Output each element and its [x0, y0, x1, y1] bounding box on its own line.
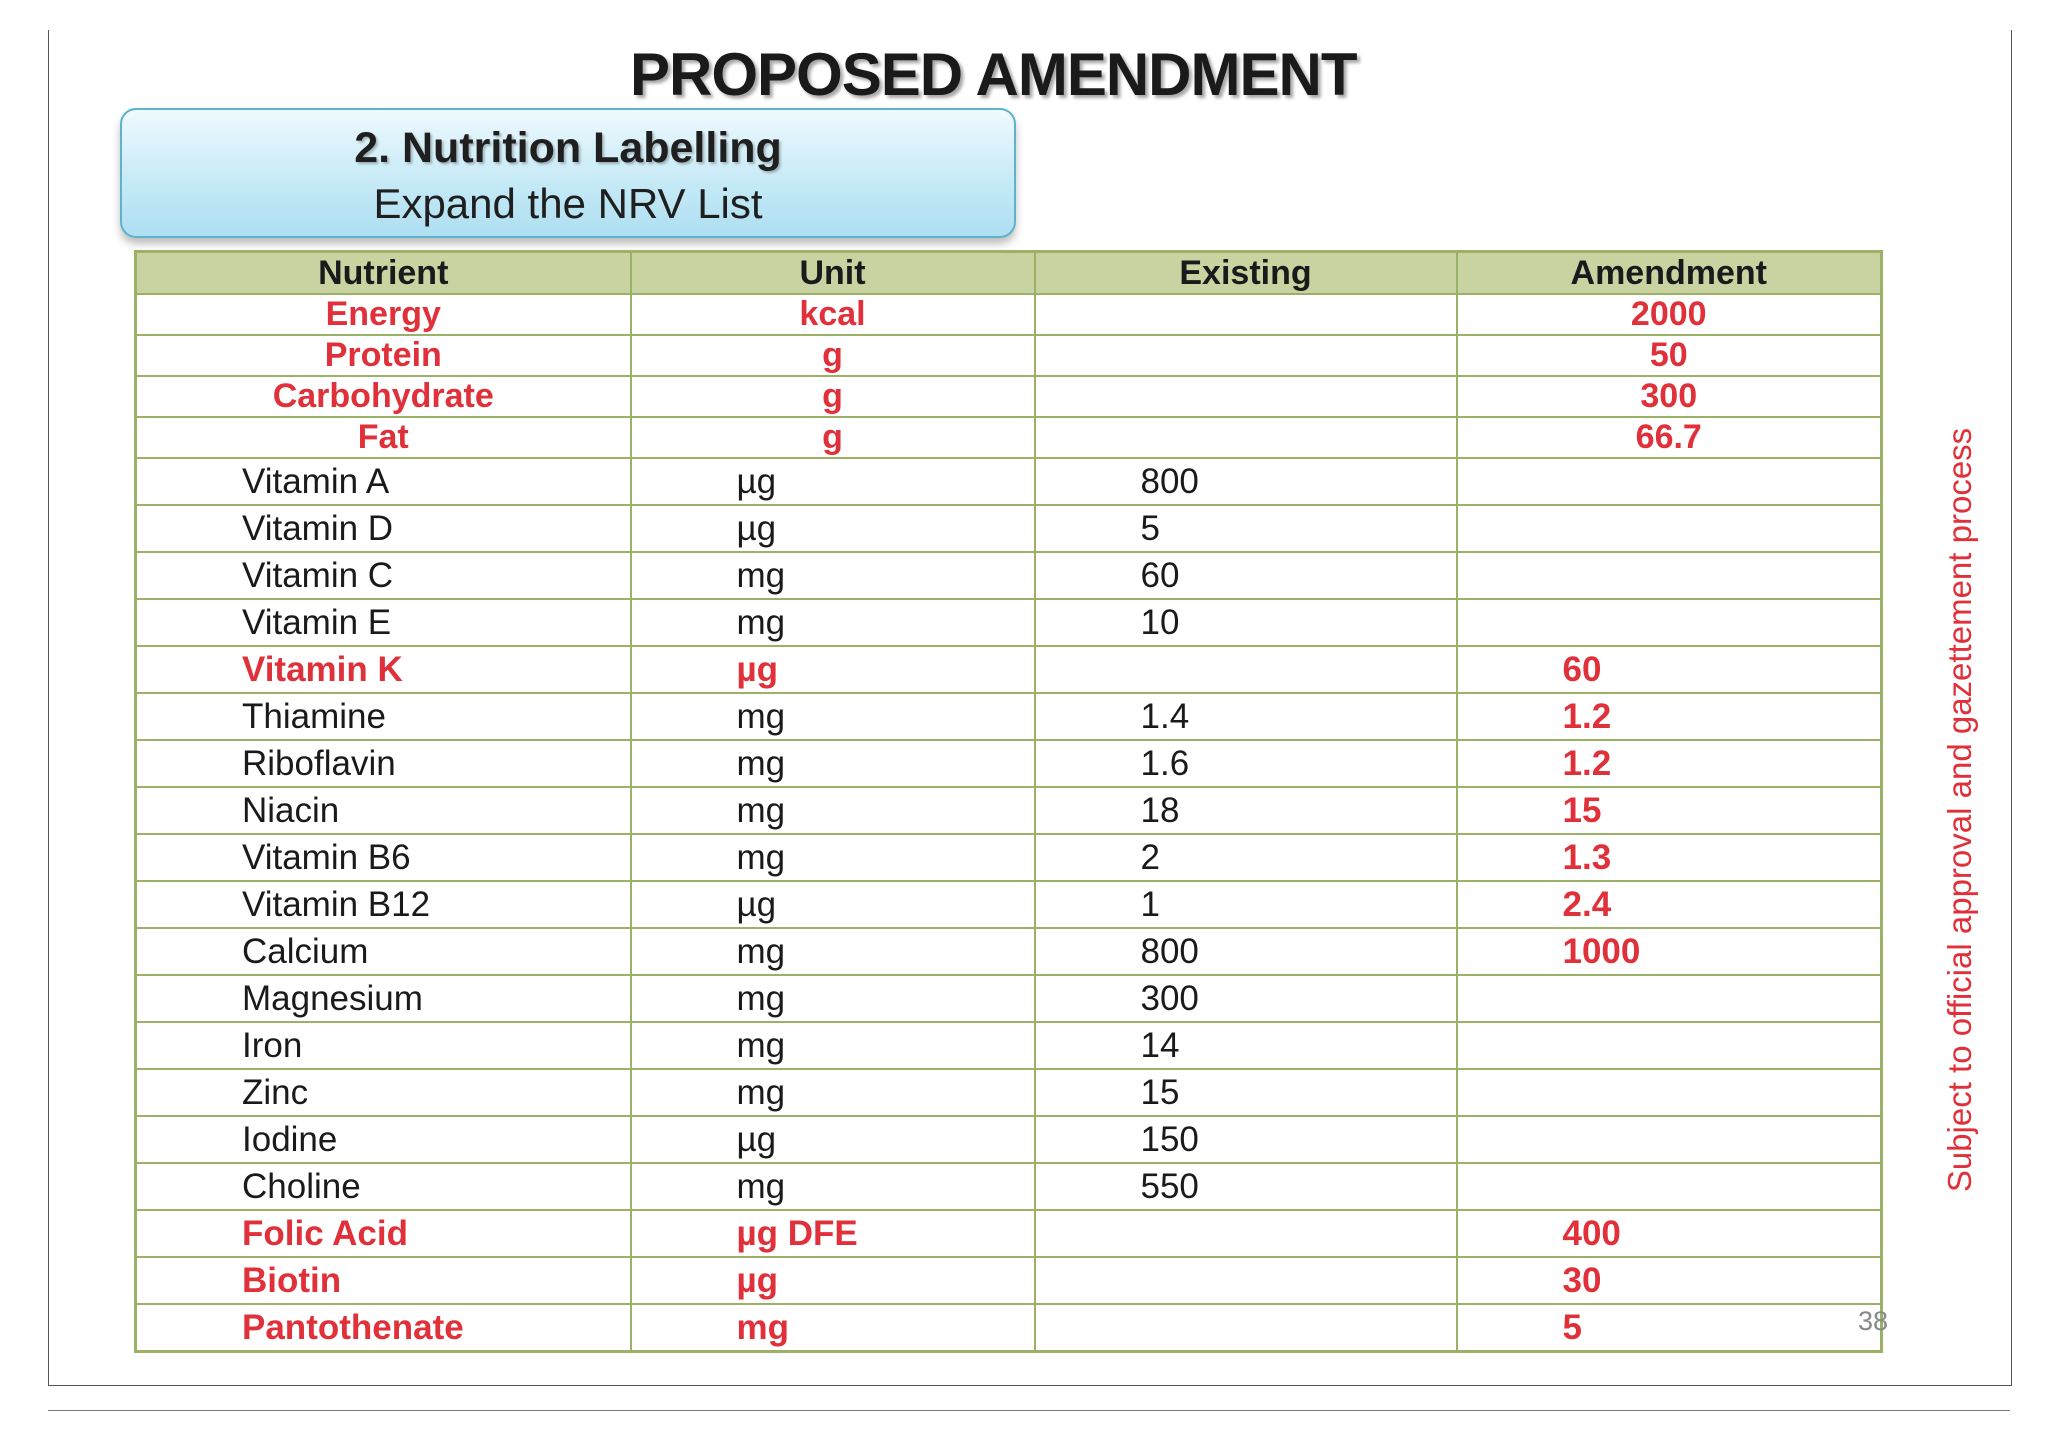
table-row: [136, 787, 1882, 834]
page-title: PROPOSED AMENDMENT: [630, 41, 1357, 108]
existing-cell: 18: [1035, 787, 1457, 834]
table-header-row: [136, 252, 1882, 295]
unit-cell: µg: [631, 646, 1035, 693]
amendment-cell: [1457, 552, 1882, 599]
amendment-cell: 1.2: [1457, 693, 1882, 740]
unit-cell: mg: [631, 693, 1035, 740]
amendment-cell: 400: [1457, 1210, 1882, 1257]
table-row: [136, 552, 1882, 599]
section-callout: [120, 108, 1016, 238]
table-row: [136, 505, 1882, 552]
column-header-nutrient: Nutrient: [136, 252, 631, 295]
existing-cell: [1035, 1257, 1457, 1304]
existing-cell: 14: [1035, 1022, 1457, 1069]
nutrient-cell: Iron: [136, 1022, 631, 1069]
column-header-amendment: Amendment: [1457, 252, 1882, 295]
existing-cell: 150: [1035, 1116, 1457, 1163]
nutrient-cell: Biotin: [136, 1257, 631, 1304]
nutrient-cell: Vitamin C: [136, 552, 631, 599]
table-row: [136, 458, 1882, 505]
table-row: [136, 335, 1882, 376]
nutrient-cell: Carbohydrate: [136, 376, 631, 417]
existing-cell: [1035, 376, 1457, 417]
table-row: [136, 1210, 1882, 1257]
nutrient-cell: Folic Acid: [136, 1210, 631, 1257]
unit-cell: µg: [631, 1257, 1035, 1304]
existing-cell: [1035, 294, 1457, 335]
unit-cell: mg: [631, 834, 1035, 881]
existing-cell: 10: [1035, 599, 1457, 646]
amendment-cell: 1000: [1457, 928, 1882, 975]
amendment-cell: 1.3: [1457, 834, 1882, 881]
column-header-existing: Existing: [1035, 252, 1457, 295]
amendment-cell: [1457, 505, 1882, 552]
nutrient-cell: Magnesium: [136, 975, 631, 1022]
nutrient-cell: Energy: [136, 294, 631, 335]
callout-heading: 2. Nutrition Labelling: [354, 124, 782, 172]
table-row: [136, 928, 1882, 975]
amendment-cell: [1457, 975, 1882, 1022]
amendment-cell: 2000: [1457, 294, 1882, 335]
nutrient-cell: Thiamine: [136, 693, 631, 740]
callout-subheading: Expand the NRV List: [373, 180, 763, 227]
unit-cell: µg: [631, 505, 1035, 552]
table-row: [136, 417, 1882, 458]
existing-cell: 5: [1035, 505, 1457, 552]
existing-cell: 300: [1035, 975, 1457, 1022]
nutrient-cell: Vitamin K: [136, 646, 631, 693]
table-row: [136, 1257, 1882, 1304]
nutrient-cell: Zinc: [136, 1069, 631, 1116]
table-row: [136, 1022, 1882, 1069]
existing-cell: [1035, 1210, 1457, 1257]
unit-cell: mg: [631, 928, 1035, 975]
table-row: [136, 1069, 1882, 1116]
existing-cell: [1035, 1304, 1457, 1352]
nutrient-cell: Vitamin E: [136, 599, 631, 646]
amendment-cell: [1457, 1022, 1882, 1069]
table-row: [136, 1116, 1882, 1163]
table-row: [136, 1304, 1882, 1352]
amendment-cell: 2.4: [1457, 881, 1882, 928]
nutrient-cell: Pantothenate: [136, 1304, 631, 1352]
amendment-cell: 15: [1457, 787, 1882, 834]
unit-cell: g: [631, 417, 1035, 458]
existing-cell: 60: [1035, 552, 1457, 599]
table-row: [136, 975, 1882, 1022]
existing-cell: 2: [1035, 834, 1457, 881]
amendment-cell: 300: [1457, 376, 1882, 417]
table-row: [136, 376, 1882, 417]
nutrient-cell: Calcium: [136, 928, 631, 975]
table-row: [136, 599, 1882, 646]
table-row: [136, 693, 1882, 740]
unit-cell: mg: [631, 1304, 1035, 1352]
unit-cell: mg: [631, 552, 1035, 599]
unit-cell: mg: [631, 1163, 1035, 1210]
amendment-cell: 50: [1457, 335, 1882, 376]
nutrient-cell: Fat: [136, 417, 631, 458]
nutrient-cell: Choline: [136, 1163, 631, 1210]
amendment-cell: [1457, 1116, 1882, 1163]
page-number: 38: [1858, 1306, 1889, 1336]
table-row: [136, 740, 1882, 787]
unit-cell: µg: [631, 1116, 1035, 1163]
existing-cell: [1035, 646, 1457, 693]
nutrient-cell: Vitamin B6: [136, 834, 631, 881]
nutrient-cell: Niacin: [136, 787, 631, 834]
bottom-divider: [48, 1410, 2010, 1411]
existing-cell: 15: [1035, 1069, 1457, 1116]
amendment-cell: [1457, 1163, 1882, 1210]
unit-cell: mg: [631, 740, 1035, 787]
unit-cell: mg: [631, 599, 1035, 646]
unit-cell: mg: [631, 1022, 1035, 1069]
nrv-table: [134, 250, 1883, 1353]
existing-cell: 800: [1035, 458, 1457, 505]
amendment-cell: 5: [1457, 1304, 1882, 1352]
nutrient-cell: Vitamin A: [136, 458, 631, 505]
amendment-cell: 66.7: [1457, 417, 1882, 458]
nutrient-cell: Riboflavin: [136, 740, 631, 787]
amendment-cell: [1457, 458, 1882, 505]
unit-cell: µg DFE: [631, 1210, 1035, 1257]
amendment-cell: 60: [1457, 646, 1882, 693]
unit-cell: g: [631, 335, 1035, 376]
nutrient-cell: Iodine: [136, 1116, 631, 1163]
amendment-cell: 1.2: [1457, 740, 1882, 787]
unit-cell: g: [631, 376, 1035, 417]
table-row: [136, 294, 1882, 335]
unit-cell: µg: [631, 458, 1035, 505]
nutrient-cell: Vitamin B12: [136, 881, 631, 928]
nutrient-cell: Protein: [136, 335, 631, 376]
table-row: [136, 881, 1882, 928]
unit-cell: mg: [631, 1069, 1035, 1116]
amendment-cell: [1457, 599, 1882, 646]
nutrient-cell: Vitamin D: [136, 505, 631, 552]
existing-cell: 1.6: [1035, 740, 1457, 787]
table-row: [136, 1163, 1882, 1210]
existing-cell: 550: [1035, 1163, 1457, 1210]
unit-cell: mg: [631, 787, 1035, 834]
existing-cell: [1035, 335, 1457, 376]
unit-cell: kcal: [631, 294, 1035, 335]
amendment-cell: 30: [1457, 1257, 1882, 1304]
existing-cell: 1.4: [1035, 693, 1457, 740]
unit-cell: µg: [631, 881, 1035, 928]
approval-note: Subject to official approval and gazettement process: [1941, 427, 1978, 1193]
unit-cell: mg: [631, 975, 1035, 1022]
table-row: [136, 646, 1882, 693]
table-body: [136, 294, 1882, 1352]
existing-cell: 1: [1035, 881, 1457, 928]
existing-cell: [1035, 417, 1457, 458]
existing-cell: 800: [1035, 928, 1457, 975]
table-row: [136, 834, 1882, 881]
column-header-unit: Unit: [631, 252, 1035, 295]
amendment-cell: [1457, 1069, 1882, 1116]
